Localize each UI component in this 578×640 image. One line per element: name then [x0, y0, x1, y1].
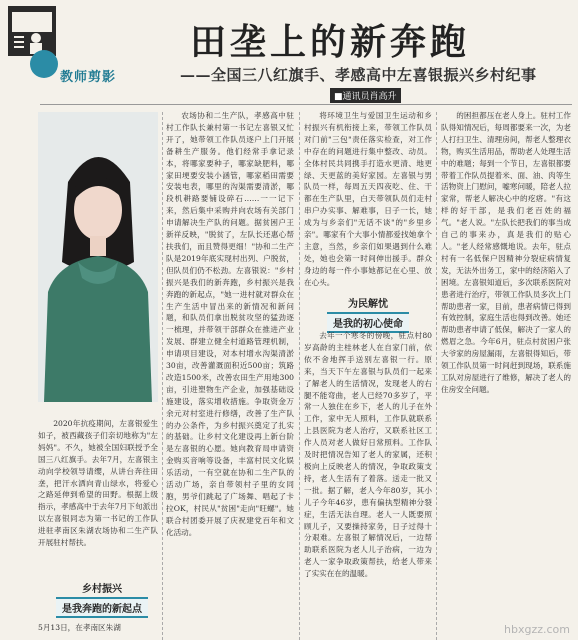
paragraph: 的困担都压在老人身上。驻村工作队得知情况后，每周都要来一次，为老人打扫卫生、清理房间，帮老人整理衣物，购买生活用品，帮助老人处理生活中的难题；每到一个节日，左喜银都要带着工作队员提着米、面、油、肉等生活物资上门慰问，嘘寒问暖，陪老人拉家常，帮老人解决心中的疙瘩。"有这样的好干部，是我们老百姓的福气。"老人说。"左队长把我们的事当成自己的事来办，真是我们的贴心人。"老人经常感慨地说。去年，驻点村有一名低保户因精神分裂症病情复发，无法外出务工，家中的经济陷入了困境。左喜银知道后，多次联系医院对患者进行治疗，带领工作队员多次上门帮助患者一家，目前，患者病情已得到有效控制，家庭生活也得到改善。她还帮助患者申请了低保，解决了一家人的燃眉之急。今年6月，驻点村贫困户张大爷家的房屋漏雨，左喜银得知后，带领工作队员第一时间赶到现场，联系施工队对房屋进行了维修，解决了老人的住房安全问题。 [441, 111, 571, 394]
column-divider [162, 112, 163, 640]
article-column-1 [38, 418, 158, 572]
page-subtitle: ——全国三八红旗手、孝感高中左喜银振兴乡村纪事 [180, 66, 537, 84]
section-title: 是我的初心使命 [327, 312, 409, 333]
paragraph: 2020年抗疫期间，左喜银爱生如子，被西藏孩子们亲切地称为"左妈妈"。不久，她被全国妇联授予全国三八红旗手。去年7月，左喜银主动向学校领导请缨，从讲台奔往田垄，把汗水洒向青山绿水，将爱心之路延伸到希望的田野。根据上级指示，孝感高中于去年7月下旬派出以左喜银同志为第一书记的工作队进驻孝南区朱湖农场协和二生产队开展驻村帮扶。 [38, 419, 158, 548]
portrait-photo [38, 112, 158, 402]
section-kicker: 为民解忧 [348, 299, 388, 310]
section-kicker: 乡村振兴 [82, 584, 122, 595]
section-heading-service [304, 295, 432, 333]
column-label: 教师剪影 [60, 70, 117, 85]
watermark: hbxgzz.com [504, 623, 570, 636]
paragraph: 农场协和二生产队，孝感高中驻村工作队长兼村第一书记左喜银又忙开了，她带领工作队员逐户上门开展备耕生产服务。他们经常手拿记录本，将哪家要种子，哪家缺肥料，哪家田埂要安装小涵管，哪家稻田需要安装电表，哪里的沟渠需要清淤，哪段机耕路要铺设碎石……一一记下来，然后集中采购并向农场有关部门申请解决生产队的问题。据贫困户王新祥反映，"脱贫了，左队长还惠心帮扶我们，而且赞得更细！"协和二生产队是2019年底实现村出列、户脱贫，但队员们仍不松劲。左喜银说："乡村振兴是我们的新奔跑，乡村振兴是我奔跑的新起点，"她一进村就对群众在生产生活中冒出来的新情况和新问题，和队员们拿出脱贫攻坚的猛劲逐一梳理，并带领干部群众在推进产业发展、群建立健全村道路管理机制，申请项目建设，对本村增水沟渠清淤30亩，改善灌溉面积近500亩；筑路改造1500米，改善农田生产用地300亩，引进塑物生产企业，加强基础设施建设，落实增收措施。争取资金万余元对村室进行修缮，改善了生产队的办公条件，为乡村振兴奠定了扎实的基础。让乡村文化建设再上新台阶是左喜银的心愿。她向教育局申请资金购买音响等设备，丰富村民文化娱乐活动，一有空就在协和二生产队的活动广场，亲自带领村子里的女同胞，男爷们跳起了广场舞、唱起了卡拉OK，村民从"贫困"走向"旺螺"。她联合村团委开展了庆祝建党百年和文化活动。 [166, 111, 294, 537]
article-column-3b [304, 330, 432, 640]
article-column-4 [441, 110, 571, 640]
article-column-2 [166, 110, 294, 640]
header-rule [40, 104, 572, 105]
article-column-3 [304, 110, 432, 290]
paragraph: 将环境卫生与爱国卫生运动和乡村振兴有机衔接上来，带领工作队员对门前"三包"责任落实检查，对工作中存在的问题进行集中整改、动员。全体村民共同携手打造水更清、地更绿、天更蓝的美好家园。左喜银与男队员一样，每周五天四夜吃、住、干都在生产队里，白天带领队员们走村串户办实事、解难事，日子一长，她成为与乡亲们"无话不谈"的"乡里乡亲"。哪家有个大事小情都爱找她拿个主意，当然，乡亲们如果遇到什么难处，她也会第一时间伸出援手。群众身边的每一件小事她都记在心里、放在心头。 [304, 111, 432, 287]
section-heading-rural [44, 580, 160, 618]
page-title: 田垄上的新奔跑 [190, 22, 471, 63]
dateline-paragraph: 5月13日，在孝南区朱湖 [38, 623, 121, 632]
teacher-icon [8, 6, 56, 56]
column-badge-dot [30, 50, 58, 78]
column-divider [436, 112, 437, 640]
paragraph: 去年一个寒冬的傍晚，驻点村80岁高龄的主桂林老人在自家门前，依依不舍地挥手送别左喜银一行。原来，当天下午左喜银与队员们一起来了解老人的生活情况，发现老人的右腿不能弯曲，老人已经70多岁了，平常一人独住在乡下，老人的儿子在外工作，家中无人照料，工作队就联系上县医院为老人治疗，又联系社区工作人员对老人做好日常照料。工作队及时把情况告知了老人的家属，还积极向上反映老人的情况，争取政策支持，老人生活有了着落。送走一批又一批。据了解，老人今年80岁，其小儿子今年46岁，患有偏执型精神分裂症，生活无法自理。老人一人既要照顾儿子，又要操持家务，日子过得十分艰难。左喜银了解情况后，一边帮助联系医院为老人儿子治病，一边为老人一家争取政策帮扶，给老人带来了实实在在的温暖。 [304, 331, 432, 579]
column-divider [299, 112, 300, 640]
section-title: 是我奔跑的新起点 [56, 597, 148, 618]
reporter-byline: ■通讯员肖高升 [330, 88, 401, 103]
